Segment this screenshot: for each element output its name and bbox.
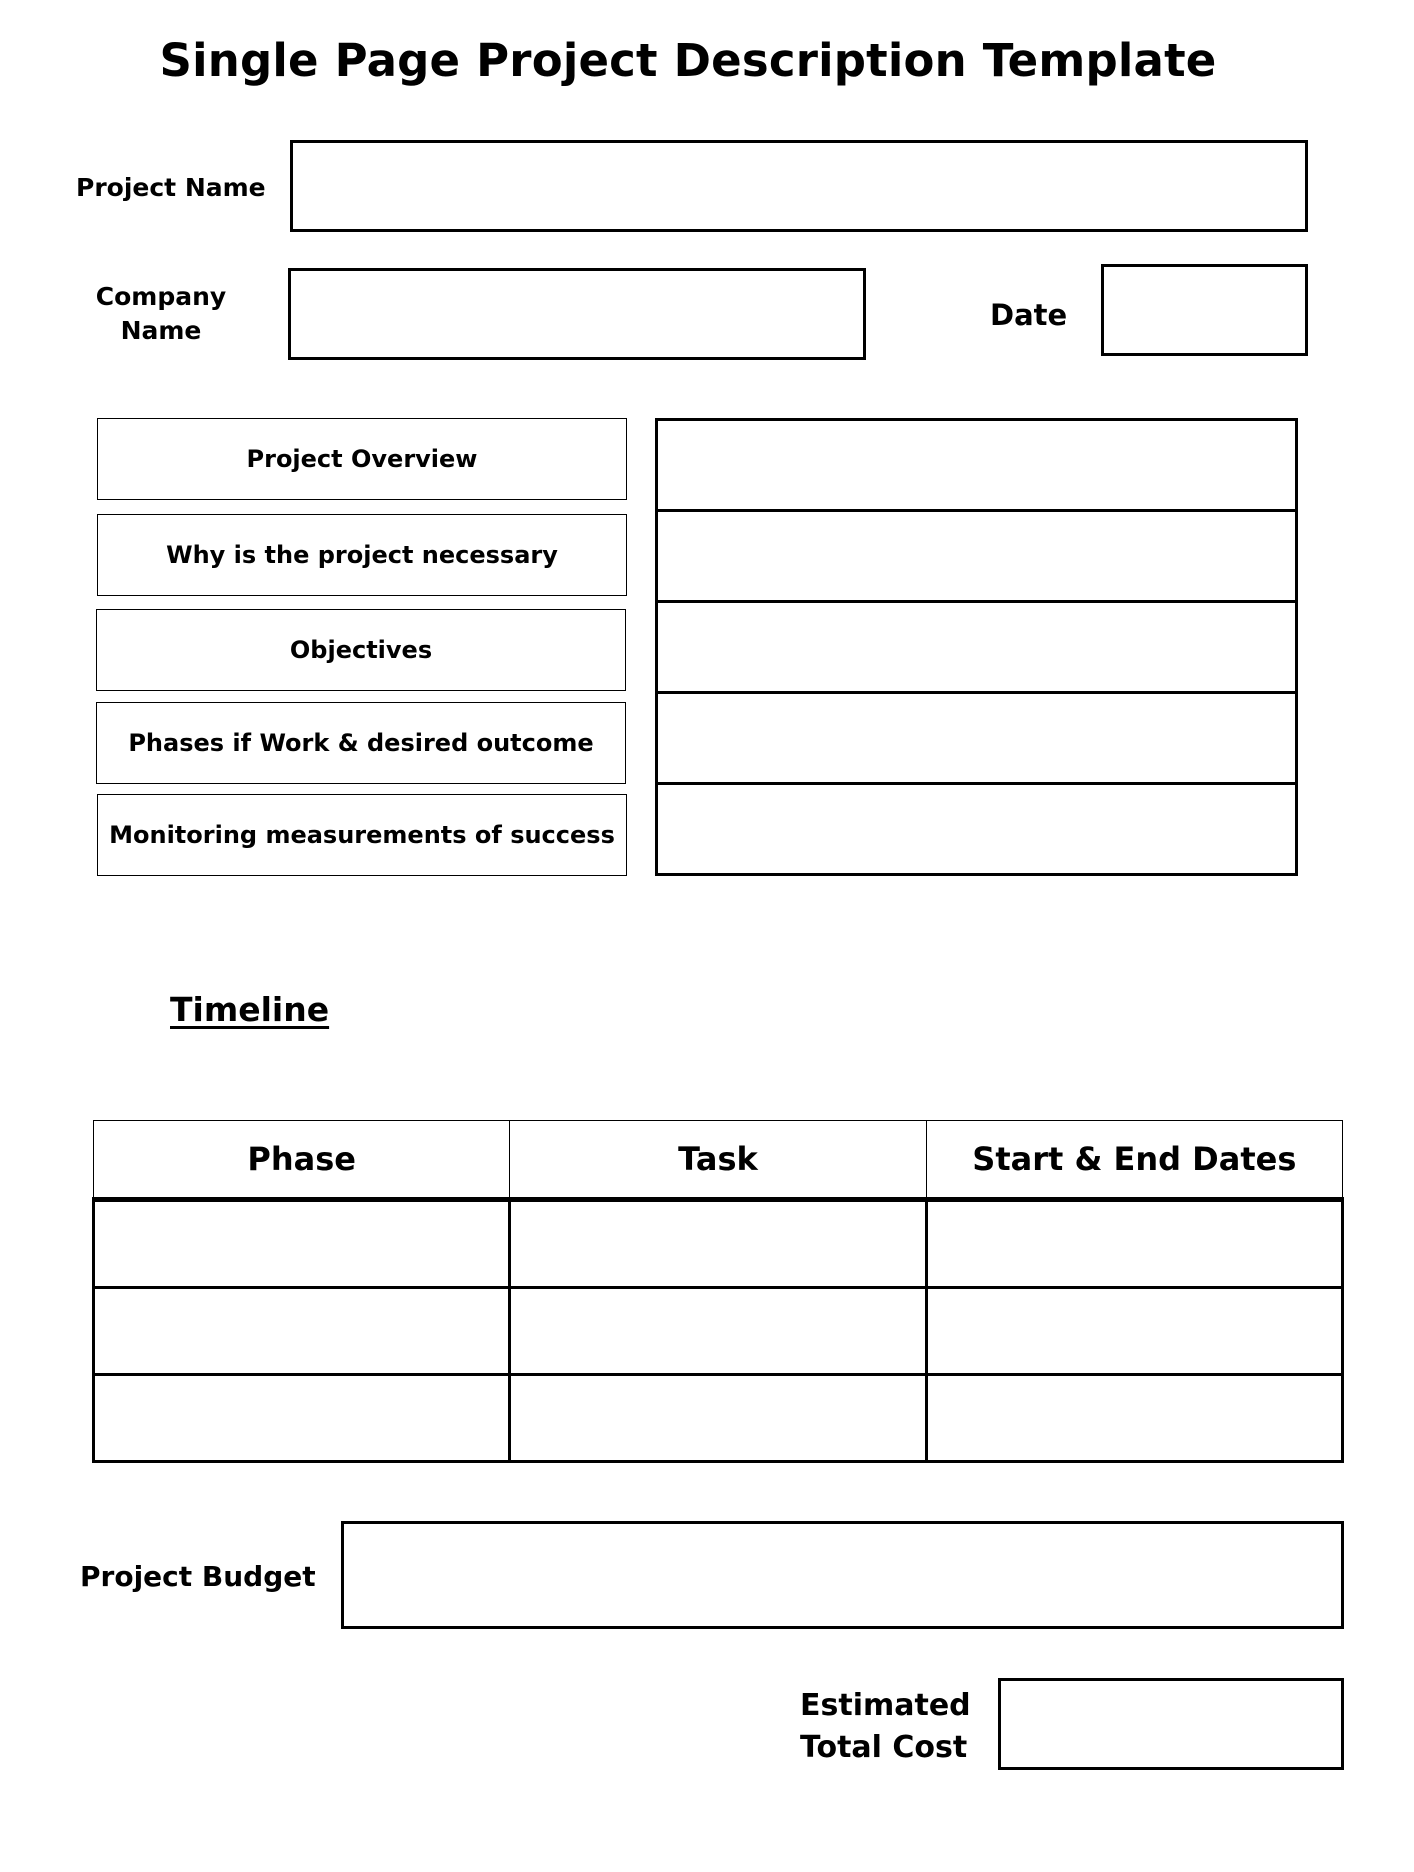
timeline-cell-phase[interactable] xyxy=(94,1200,510,1288)
section-label-phases-of-work: Phases if Work & desired outcome xyxy=(96,702,626,784)
timeline-cell-task[interactable] xyxy=(510,1375,926,1462)
timeline-cell-dates[interactable] xyxy=(926,1375,1342,1462)
column-header-task: Task xyxy=(510,1121,926,1200)
column-header-dates: Start & End Dates xyxy=(926,1121,1342,1200)
table-row xyxy=(94,1375,1343,1462)
timeline-cell-task[interactable] xyxy=(510,1288,926,1375)
project-name-field[interactable] xyxy=(290,140,1308,232)
timeline-cell-dates[interactable] xyxy=(926,1288,1342,1375)
table-row xyxy=(94,1288,1343,1375)
section-field-why-necessary[interactable] xyxy=(655,509,1298,603)
section-field-objectives[interactable] xyxy=(655,600,1298,694)
company-name-field[interactable] xyxy=(288,268,866,360)
date-label: Date xyxy=(990,298,1068,332)
date-field[interactable] xyxy=(1101,264,1308,356)
column-header-phase: Phase xyxy=(94,1121,510,1200)
timeline-heading: Timeline xyxy=(170,990,330,1029)
timeline-cell-phase[interactable] xyxy=(94,1375,510,1462)
company-name-label: Company Name xyxy=(95,282,227,345)
project-name-label: Project Name xyxy=(76,173,266,202)
section-field-monitoring[interactable] xyxy=(655,782,1298,876)
timeline-cell-dates[interactable] xyxy=(926,1200,1342,1288)
page-title: Single Page Project Description Template xyxy=(159,34,1217,87)
section-label-project-overview: Project Overview xyxy=(97,418,627,500)
estimated-total-cost-label: Estimated Total Cost xyxy=(800,1688,971,1765)
section-label-objectives: Objectives xyxy=(96,609,626,691)
timeline-table xyxy=(92,1120,1344,1463)
section-field-phases-of-work[interactable] xyxy=(655,691,1298,785)
section-label-monitoring: Monitoring measurements of success xyxy=(97,794,627,876)
project-budget-field[interactable] xyxy=(341,1521,1344,1629)
timeline-cell-phase[interactable] xyxy=(94,1288,510,1375)
estimated-total-cost-field[interactable] xyxy=(998,1678,1344,1770)
section-label-why-necessary: Why is the project necessary xyxy=(97,514,627,596)
project-budget-label: Project Budget xyxy=(80,1560,316,1593)
timeline-cell-task[interactable] xyxy=(510,1200,926,1288)
table-row xyxy=(94,1200,1343,1288)
timeline-header-row xyxy=(94,1121,1343,1200)
section-field-project-overview[interactable] xyxy=(655,418,1298,512)
